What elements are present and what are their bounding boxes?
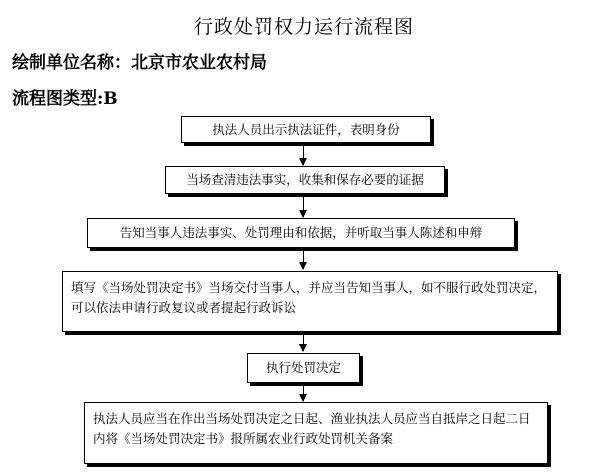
drawing-unit-label: 绘制单位名称：北京市农业农村局: [12, 53, 267, 73]
flowchart-type-label: 流程图类型:B: [12, 89, 118, 109]
flow-step-2: 当场查清违法事实，收集和保存必要的证据: [165, 166, 445, 194]
page-title: 行政处罚权力运行流程图: [193, 16, 414, 38]
flow-step-3: 告知当事人违法事实、处罚理由和依据，并听取当事人陈述和申辩: [87, 218, 515, 248]
flow-arrow-2: [303, 196, 304, 217]
flow-step-1: 执法人员出示执法证件，表明身份: [181, 116, 431, 143]
flow-arrow-4: [303, 334, 304, 351]
flow-arrow-1: [303, 144, 304, 165]
flow-step-4: 填写《当场处罚决定书》当场交付当事人，并应当告知当事人，如不服行政处罚决定，可以依法申请行政复议或者提起行政诉讼: [62, 271, 558, 332]
flow-arrow-5: [303, 385, 304, 401]
flow-step-6: 执法人员应当在作出当场处罚决定之日起、渔业执法人员应当自抵岸之日起二日内将《当场处罚决定书》报所属农业行政处罚机关备案: [84, 402, 548, 464]
flow-arrow-3: [303, 250, 304, 269]
flow-step-5: 执行处罚决定: [247, 353, 360, 383]
